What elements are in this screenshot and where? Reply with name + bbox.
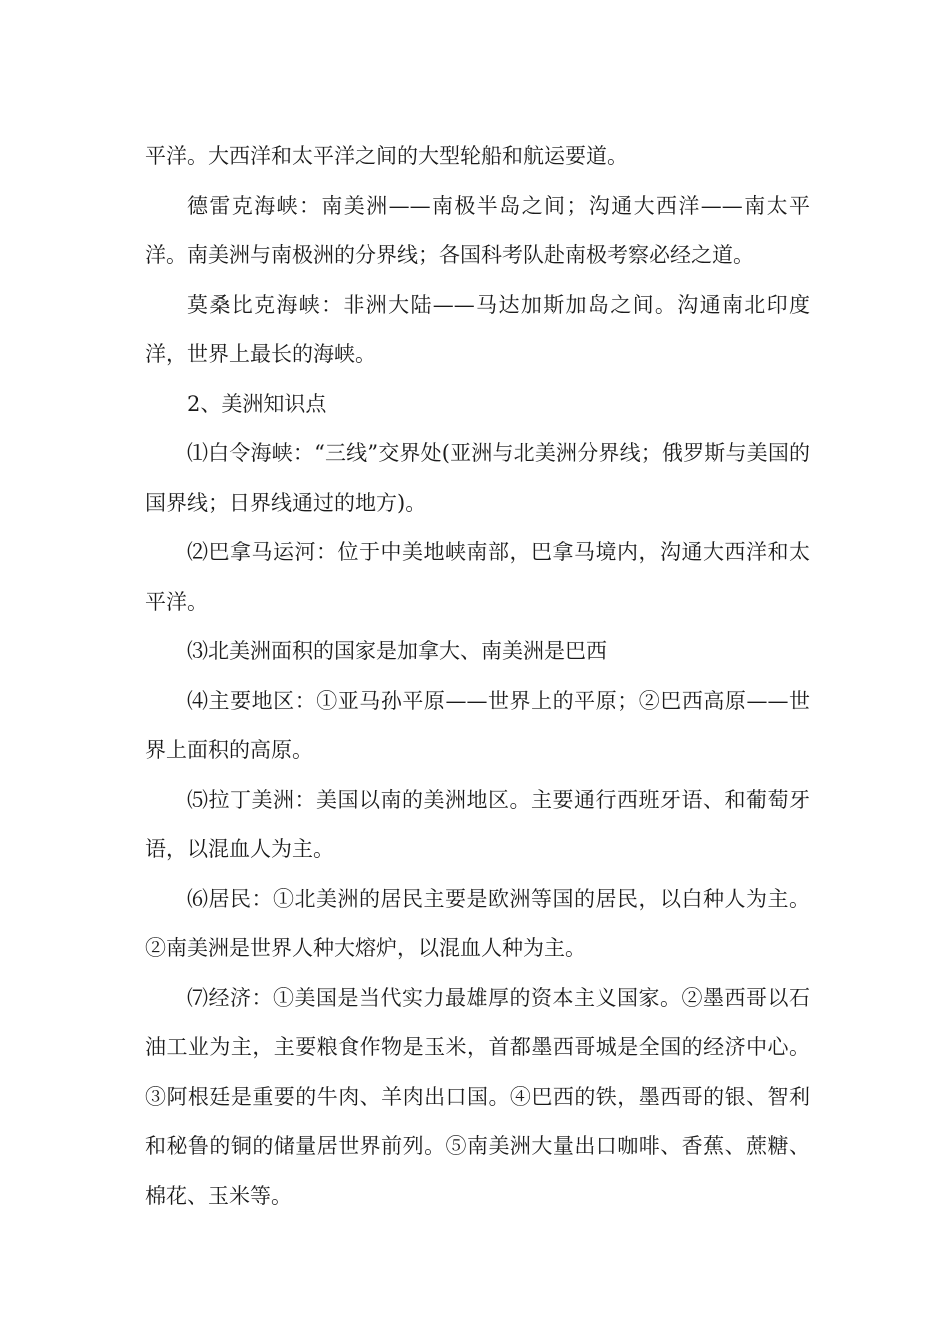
document-body [145,132,810,1221]
paragraph-drake-passage: 德雷克海峡：南美洲——南极半岛之间；沟通大西洋——南太平洋。南美洲与南极洲的分界线；各国科考队赴南极考察必经之道。 [145,193,810,267]
paragraph-mozambique-channel: 莫桑比克海峡：非洲大陆——马达加斯加岛之间。沟通南北印度洋，世界上最长的海峡。 [145,292,810,366]
paragraph-main-regions: ⑷主要地区：①亚马孙平原——世界上的平原；②巴西高原——世界上面积的高原。 [145,688,810,762]
paragraph-largest-countries: ⑶北美洲面积的国家是加拿大、南美洲是巴西 [187,639,607,663]
paragraph-bering-strait: ⑴白令海峡：“三线”交界处(亚洲与北美洲分界线；俄罗斯与美国的国界线；日界线通过的地方)。 [145,441,810,515]
section-heading-americas: 2、美洲知识点 [187,391,327,416]
paragraph-economy: ⑺经济：①美国是当代实力最雄厚的资本主义国家。②墨西哥以石油工业为主，主要粮食作物是玉米，首都墨西哥城是全国的经济中心。③阿根廷是重要的牛肉、羊肉出口国。④巴西的铁，墨西哥的银、智利和秘鲁的铜的储量居世界前列。⑤南美洲大量出口咖啡、香蕉、蔗糖、棉花、玉米等。 [145,985,810,1208]
paragraph-residents: ⑹居民：①北美洲的居民主要是欧洲等国的居民，以白种人为主。②南美洲是世界人种大熔炉，以混血人种为主。 [145,886,810,960]
paragraph-panama-continuation: 平洋。大西洋和太平洋之间的大型轮船和航运要道。 [145,144,628,168]
paragraph-latin-america: ⑸拉丁美洲：美国以南的美洲地区。主要通行西班牙语、和葡萄牙语，以混血人为主。 [145,787,810,861]
paragraph-panama-canal: ⑵巴拿马运河：位于中美地峡南部，巴拿马境内，沟通大西洋和太平洋。 [145,540,810,614]
